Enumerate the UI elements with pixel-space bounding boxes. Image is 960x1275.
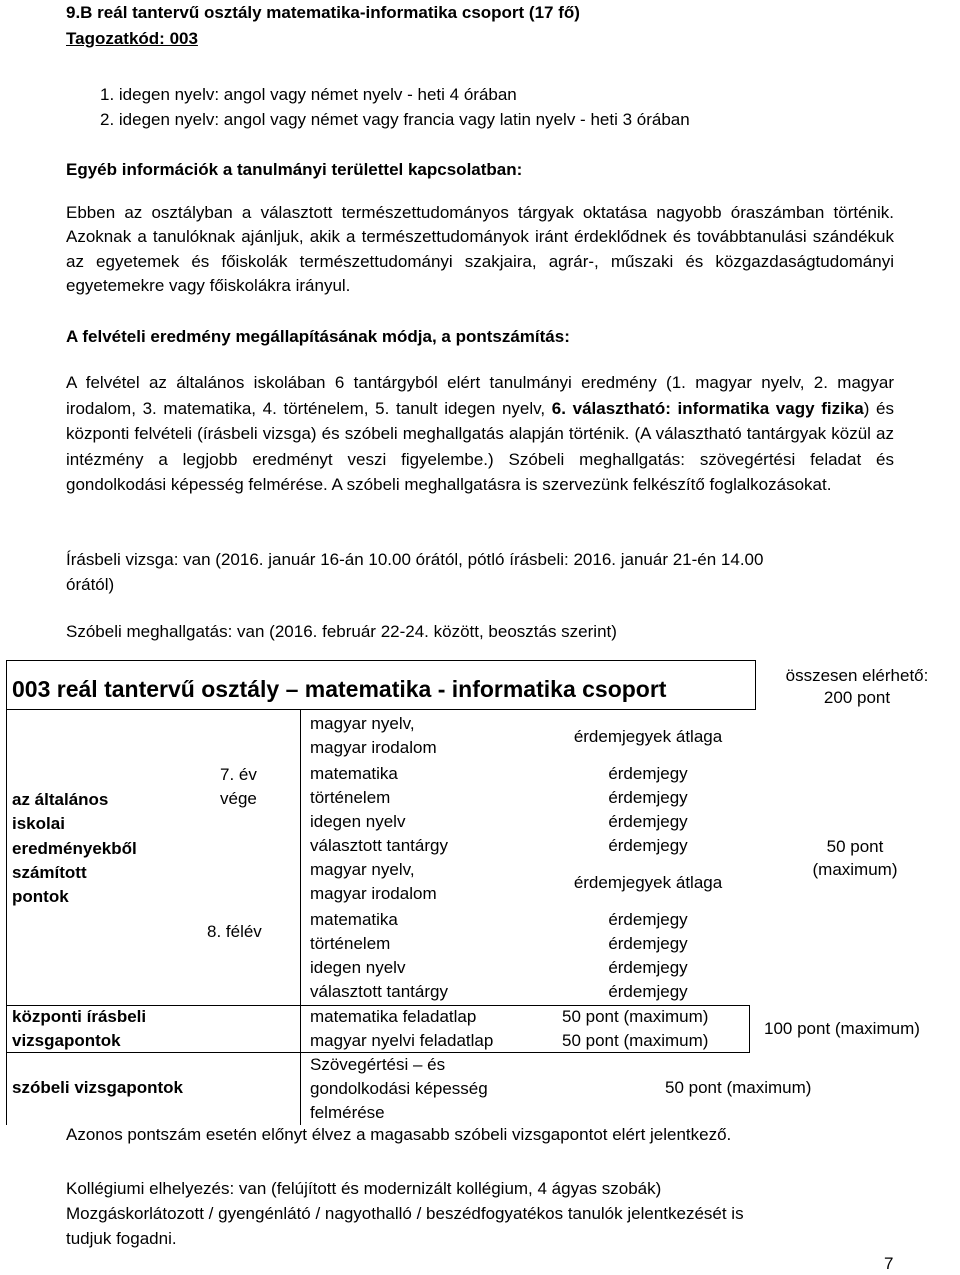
school-points-line2: (maximum) — [812, 860, 898, 879]
subject-hungarian — [310, 858, 437, 907]
year7-line: vége — [220, 789, 257, 809]
grade: érdemjegy — [608, 764, 688, 783]
school-label-line: iskolai — [12, 814, 65, 834]
grade: érdemjegy — [608, 982, 688, 1001]
grade-average: érdemjegyek átlaga — [573, 727, 723, 746]
subject-choice: választott tantárgy — [310, 982, 448, 1001]
program-code: Tagozatkód: 003 — [66, 29, 198, 48]
subject-hungarian-line1: magyar nyelv, — [310, 860, 415, 879]
oral-desc-line: Szövegértési – és — [310, 1055, 446, 1074]
subject-hungarian-line1: magyar nyelv, — [310, 714, 415, 733]
oral-desc-line: gondolkodási képesség — [310, 1079, 488, 1098]
admission-text-1: A felvétel az általános iskolában 6 tantárgyból elért tanulmányi eredmény (1. magyar nyelv, 2. magyar irodalom, 3. matematika, 4. történelem, 5. tanult idegen nyelv, — [66, 373, 894, 418]
oral-desc-line: felmérése — [310, 1103, 385, 1122]
grade-average: érdemjegyek átlaga — [573, 873, 723, 892]
central-label-line: vizsgapontok — [12, 1031, 121, 1051]
subject-language: idegen nyelv — [310, 812, 406, 831]
language-2: 2. idegen nyelv: angol vagy német vagy francia vagy latin nyelv - heti 3 órában — [100, 110, 690, 129]
central-hungarian-points: 50 pont (maximum) — [562, 1031, 709, 1050]
subject-hungarian-line2: magyar irodalom — [310, 738, 437, 758]
oral-exam-line: Szóbeli meghallgatás: van (2016. február 22-24. között, beosztás szerint) — [66, 622, 617, 641]
admission-text-bold: 6. választható: informatika vagy fizika — [551, 398, 864, 418]
table-left-border — [6, 660, 7, 1125]
language-1: 1. idegen nyelv: angol vagy német nyelv - heti 4 órában — [100, 85, 517, 104]
written-exam-line1: Írásbeli vizsga: van (2016. január 16-án 10.00 órától, pótló írásbeli: 2016. január 21-én 14.00 — [66, 550, 764, 569]
school-results-label — [12, 788, 137, 909]
info-heading: Egyéb információk a tanulmányi területtel kapcsolatban: — [66, 160, 523, 179]
subject-math: matematika — [310, 910, 398, 929]
page-title: 9.B reál tantervű osztály matematika-informatika csoport (17 fő) — [66, 3, 580, 22]
total-label — [762, 665, 952, 709]
central-label-line: központi írásbeli — [12, 1007, 147, 1026]
subject-language: idegen nyelv — [310, 958, 406, 977]
table-title-divider — [6, 709, 756, 710]
dormitory-info: Kollégiumi elhelyezés: van (felújított és modernizált kollégium, 4 ágyas szobák) — [66, 1179, 662, 1198]
table-column-divider-1 — [300, 709, 301, 1125]
subject-math: matematika — [310, 764, 398, 783]
written-exam-line2: órától) — [66, 575, 115, 594]
central-math-sheet: matematika feladatlap — [310, 1007, 477, 1026]
school-label-line: pontok — [12, 887, 69, 907]
central-hungarian-sheet: magyar nyelvi feladatlap — [310, 1031, 494, 1050]
admission-heading: A felvételi eredmény megállapításának módja, a pontszámítás: — [66, 327, 570, 346]
oral-points: 50 pont (maximum) — [665, 1078, 812, 1097]
admission-paragraph — [66, 370, 894, 498]
oral-exam-label: szóbeli vizsgapontok — [12, 1078, 183, 1097]
grade: érdemjegy — [608, 812, 688, 831]
grade: érdemjegy — [608, 910, 688, 929]
oral-description — [310, 1053, 488, 1125]
subject-history: történelem — [310, 788, 391, 807]
disability-line1: Mozgáskorlátozott / gyengénlátó / nagyothalló / beszédfogyatékos tanulók jelentkezését is — [66, 1204, 744, 1223]
table-top-border — [6, 660, 756, 661]
grade: érdemjegy — [608, 788, 688, 807]
subject-hungarian-line2: magyar irodalom — [310, 884, 437, 904]
sem8-label: 8. félév — [207, 922, 262, 941]
subject-history: történelem — [310, 934, 391, 953]
page-number: 7 — [884, 1254, 894, 1273]
admission-text-2: ) és központi felvételi (írásbeli vizsga) és szóbeli meghallgatás alapján történik. (A választható tantárgyak közül az intézmény a legjobb eredményt veszi figyelembe.) Szóbeli meghallgatás: szövegértési feladat és gondolkodási képesség felmérése. A szóbeli meghallgatásra is szervezünk felkészítő foglalkozásokat. — [66, 398, 895, 495]
school-points — [765, 835, 945, 881]
year7-label — [220, 763, 257, 812]
central-total-points: 100 pont (maximum) — [764, 1019, 920, 1038]
grade: érdemjegy — [608, 958, 688, 977]
school-label-line: eredményekből — [12, 838, 137, 858]
info-paragraph: Ebben az osztályban a választott természettudományos tárgyak oktatása nagyobb óraszámban történik. Azoknak a tanulóknak ajánljuk, akik a természettudományok iránt érdeklődnek és továbbtanulási szándékuk az egyetemek és főiskolák természettudományi szakjaira, agrár-, műszaki és közgazdaságtudományi egyetemekre vagy főiskolákra irányul. — [66, 203, 894, 296]
total-label-line2: 200 pont — [823, 688, 891, 707]
school-label-line: az általános — [12, 790, 109, 809]
tie-note: Azonos pontszám esetén előnyt élvez a magasabb szóbeli vizsgapontot elért jelentkező. — [66, 1125, 732, 1144]
central-math-points: 50 pont (maximum) — [562, 1007, 709, 1026]
subject-choice: választott tantárgy — [310, 836, 448, 855]
subject-hungarian — [310, 712, 437, 761]
disability-line2: tudjuk fogadni. — [66, 1229, 177, 1248]
year7-line: 7. év — [220, 765, 257, 784]
table-column-divider-2 — [749, 1005, 750, 1052]
school-points-line1: 50 pont — [826, 837, 884, 856]
school-label-line: számított — [12, 862, 87, 882]
total-label-line1: összesen elérhető: — [785, 666, 929, 685]
table-right-border-top — [755, 660, 756, 710]
central-exam-label — [12, 1005, 146, 1054]
grade: érdemjegy — [608, 836, 688, 855]
table-title: 003 reál tantervű osztály – matematika - informatika csoport — [12, 676, 667, 702]
grade: érdemjegy — [608, 934, 688, 953]
